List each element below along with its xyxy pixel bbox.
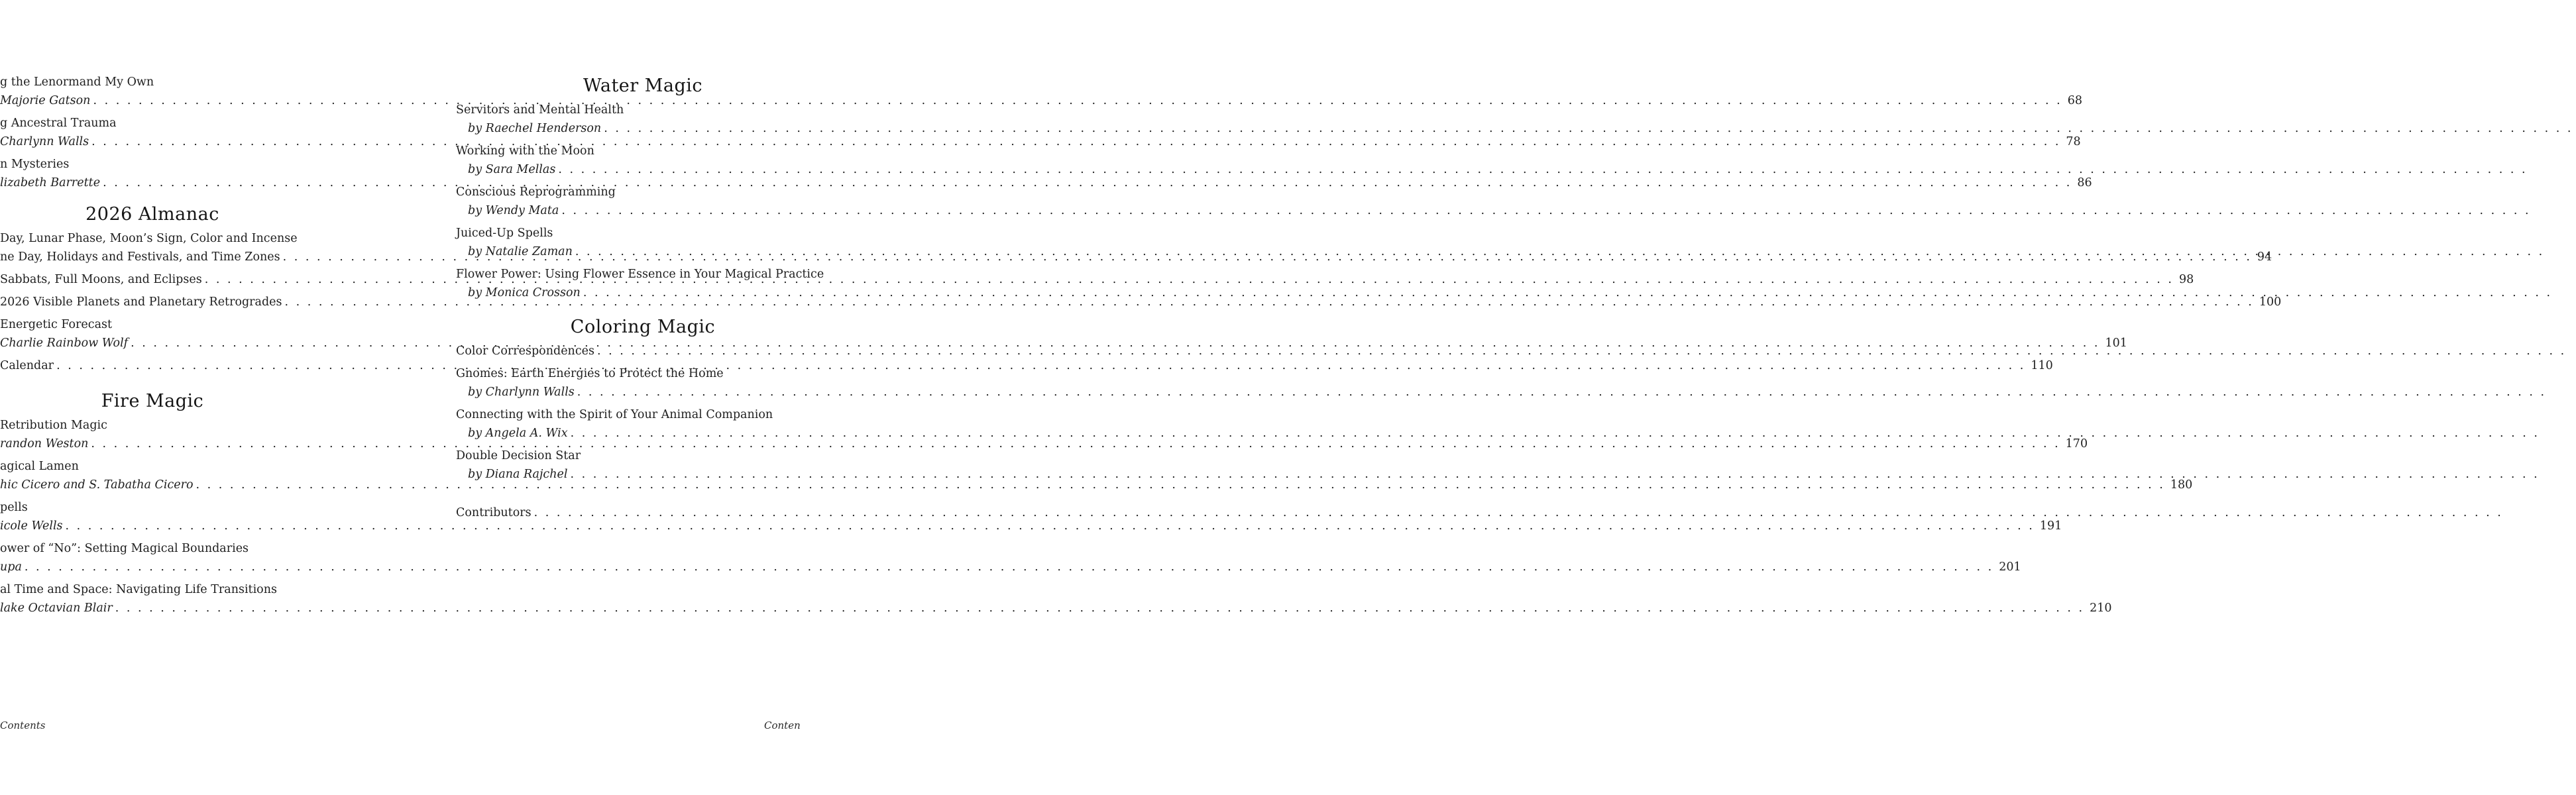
toc-entry xyxy=(456,142,795,179)
leader-dots xyxy=(559,201,2533,220)
toc-entry-author: icole Wells xyxy=(0,519,63,533)
toc-entry-author: by Angela A. Wix xyxy=(468,427,568,440)
toc-entry xyxy=(456,405,795,443)
toc-entry xyxy=(456,101,795,138)
leader-dots xyxy=(575,383,2549,401)
toc-entry-title: g Ancestral Trauma xyxy=(0,117,117,130)
toc-byline xyxy=(0,599,2112,617)
toc-page-number: 210 xyxy=(2090,602,2112,615)
toc-entry-author: by Raechel Henderson xyxy=(468,122,602,135)
toc-entry-author: by Diana Rajchel xyxy=(468,468,568,481)
toc-entry-author: lake Octavian Blair xyxy=(0,602,113,615)
section-heading-almanac: 2026 Almanac xyxy=(85,204,219,225)
toc-entry-title: 2026 Visible Planets and Planetary Retrogrades xyxy=(0,295,282,309)
toc-entry-author: by Charlynn Walls xyxy=(468,386,575,399)
toc-entry xyxy=(456,447,795,484)
toc-page-number: 68 xyxy=(2067,94,2082,107)
toc-entry-author: by Monica Crosson xyxy=(468,286,581,299)
toc-byline xyxy=(456,160,795,179)
section-heading-coloring: Coloring Magic xyxy=(570,317,716,337)
toc-entry-author: hic Cicero and S. Tabatha Cicero xyxy=(0,478,194,492)
toc-entry-title: Day, Lunar Phase, Moon’s Sign, Color and Incense xyxy=(0,232,298,245)
toc-entry-title: Connecting with the Spirit of Your Animal Companion xyxy=(456,408,773,421)
coloring-magic-section xyxy=(456,314,795,488)
toc-entry-title: Juiced-Up Spells xyxy=(456,227,553,240)
toc-entry-author: upa xyxy=(0,560,22,574)
toc-entry-author: Charlynn Walls xyxy=(0,135,89,148)
toc-entry-title: ne Day, Holidays and Festivals, and Time Zones xyxy=(0,250,280,264)
toc-page-number: 94 xyxy=(2257,250,2272,264)
toc-entry-author: randon Weston xyxy=(0,437,89,450)
leader-dots xyxy=(581,284,2555,302)
toc-page-number: 110 xyxy=(2031,359,2053,372)
toc-entry xyxy=(0,539,2021,576)
running-footer: Conten xyxy=(764,719,801,731)
toc-byline xyxy=(0,517,2062,535)
leader-dots xyxy=(568,424,2542,443)
toc-entry-title: ower of “No”: Setting Magical Boundaries xyxy=(0,542,249,555)
toc-page-number: 201 xyxy=(1999,560,2021,574)
leader-dots xyxy=(567,465,2542,484)
toc-byline xyxy=(456,424,795,443)
toc-entry xyxy=(456,224,795,261)
toc-byline xyxy=(456,201,795,220)
toc-byline xyxy=(0,435,2088,453)
toc-entry-title: Servitors and Mental Health xyxy=(456,103,624,117)
toc-page-number: 101 xyxy=(2105,337,2127,350)
toc-byline xyxy=(0,174,2092,192)
toc-entry-title: n Mysteries xyxy=(0,158,70,171)
toc-entry-author: Majorie Gatson xyxy=(0,94,91,107)
toc-entry xyxy=(456,265,824,302)
section-heading-water: Water Magic xyxy=(583,76,703,96)
toc-entry xyxy=(456,342,795,360)
toc-entry xyxy=(456,364,795,401)
toc-entry xyxy=(456,183,795,220)
toc-entry-title: al Time and Space: Navigating Life Transitions xyxy=(0,583,277,596)
leader-dots xyxy=(555,160,2530,179)
toc-entry-title: Contributors xyxy=(456,506,532,519)
leader-dots xyxy=(22,558,1996,576)
toc-entry-title: Sabbats, Full Moons, and Eclipses xyxy=(0,273,202,286)
toc-entry-title: Retribution Magic xyxy=(0,419,107,432)
toc-entry-title: Gnomes: Earth Energies to Protect the Home xyxy=(456,367,724,380)
toc-entry-title: Flower Power: Using Flower Essence in Your Magical Practice xyxy=(456,268,824,281)
contributors-section xyxy=(456,504,795,522)
toc-byline xyxy=(456,119,795,138)
toc-page-number: 86 xyxy=(2077,176,2092,189)
toc-byline xyxy=(456,284,795,302)
right-page xyxy=(398,0,824,795)
toc-byline xyxy=(456,383,795,401)
toc-line xyxy=(456,504,795,522)
toc-entry-title: Working with the Moon xyxy=(456,144,594,158)
toc-line xyxy=(0,293,2282,311)
toc-page-number: 78 xyxy=(2066,135,2081,148)
leader-dots xyxy=(601,119,2575,138)
toc-entry-author: by Wendy Mata xyxy=(468,204,559,217)
leader-dots xyxy=(573,242,2547,261)
toc-entry-title: agical Lamen xyxy=(0,460,79,473)
toc-page-number: 191 xyxy=(2039,519,2062,533)
toc-entry-title: Double Decision Star xyxy=(456,449,581,462)
running-footer: Contents xyxy=(0,719,46,731)
toc-byline xyxy=(456,465,795,484)
toc-entry-author: by Sara Mellas xyxy=(468,163,556,176)
toc-entry-author: Charlie Rainbow Wolf xyxy=(0,337,129,350)
toc-entry-title: g the Lenormand My Own xyxy=(0,76,154,89)
toc-byline xyxy=(0,476,2193,494)
toc-entry-title: pells xyxy=(0,501,28,514)
toc-entry-title: Color Correspondences xyxy=(456,344,594,358)
toc-entry xyxy=(0,580,2112,617)
toc-page-number: 98 xyxy=(2178,273,2194,286)
leader-dots xyxy=(594,342,2569,360)
toc-entry-author: lizabeth Barrette xyxy=(0,176,101,189)
toc-entry-title: Conscious Reprogramming xyxy=(456,186,616,199)
toc-page-number: 100 xyxy=(2259,295,2282,309)
toc-byline xyxy=(456,242,795,261)
toc-entry xyxy=(0,293,2282,311)
leader-dots xyxy=(532,504,2506,522)
section-heading-fire: Fire Magic xyxy=(101,391,204,411)
water-magic-section xyxy=(456,73,824,306)
toc-byline xyxy=(0,558,2021,576)
toc-page-number: 170 xyxy=(2065,437,2088,450)
toc-page-number: 180 xyxy=(2170,478,2193,492)
toc-entry-title: Energetic Forecast xyxy=(0,318,113,331)
leader-dots xyxy=(90,91,2064,110)
toc-line xyxy=(456,342,795,360)
toc-entry-title: Calendar xyxy=(0,359,54,372)
toc-entry-author: by Natalie Zaman xyxy=(468,245,573,258)
